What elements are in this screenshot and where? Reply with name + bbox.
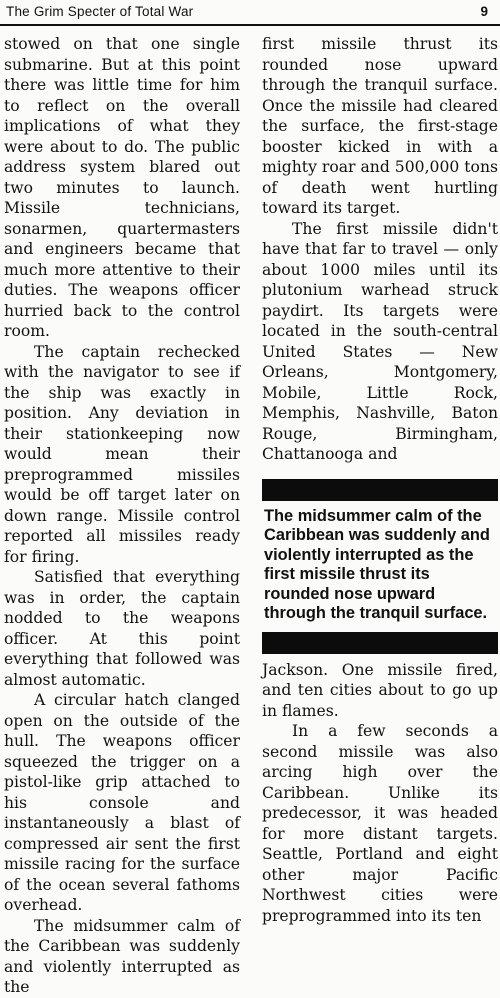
- pull-quote-top-bar: [262, 479, 498, 501]
- paragraph: A circular hatch clanged open on the outside of the hull. The weapons officer squeezed the trigger on a pistol-like grip attached to his console and instantaneously a blast of compressed air sent the first missile racing for the surface of the ocean several fathoms overhead.: [4, 691, 240, 914]
- right-column: [262, 34, 498, 926]
- paragraph: The first missile didn't have that far to travel — only about 1000 miles until its plutonium warhead struck paydirt. Its targets were located in the south-central United States — New Orleans, Montgomery, Mobile, Little Rock, Memphis, Nashville, Baton Rouge, Birmingham, Chattanooga and: [262, 219, 498, 463]
- paragraph: In a few seconds a second missile was also arcing high over the Caribbean. Unlike its predecessor, it was headed for more distant targets. Seattle, Portland and eight other major Pacific Northwest cities were preprogrammed into its ten: [262, 722, 498, 925]
- left-column: [4, 34, 240, 998]
- paragraph: stowed on that one single submarine. But at this point there was little time for him to reflect on the overall implications of what they were about to do. The public address system blared out two minutes to launch. Missile technicians, sonarmen, quartermasters and engineers became that much more attentive to their duties. The weapons officer hurried back to the control room.: [4, 35, 240, 340]
- paragraph: first missile thrust its rounded nose upward through the tranquil surface. Once the missile had cleared the surface, the first-stage booster kicked in with a mighty roar and 500,000 tons of death went hurtling toward its target.: [262, 35, 498, 217]
- pull-quote-bottom-bar: [262, 632, 498, 654]
- paragraph: The captain rechecked with the navigator to see if the ship was exactly in position. Any deviation in their stationkeeping now would mean their preprogrammed missiles would be off target later on down range. Missile control reported all missiles ready for firing.: [4, 342, 240, 566]
- pull-quote: The midsummer calm of the Caribbean was suddenly and violently interrupted as the first missile thrust its rounded nose upward through the tranquil surface.: [264, 506, 490, 622]
- page-number: 9: [480, 4, 488, 19]
- paragraph: Jackson. One missile fired, and ten cities about to go up in flames.: [262, 660, 498, 720]
- paragraph: The midsummer calm of the Caribbean was suddenly and violently interrupted as the: [4, 916, 240, 996]
- running-header: [0, 0, 500, 26]
- running-title: The Grim Specter of Total War: [6, 4, 194, 19]
- paragraph: Satisfied that everything was in order, the captain nodded to the weapons officer. At this point everything that followed was almost automatic.: [4, 568, 240, 689]
